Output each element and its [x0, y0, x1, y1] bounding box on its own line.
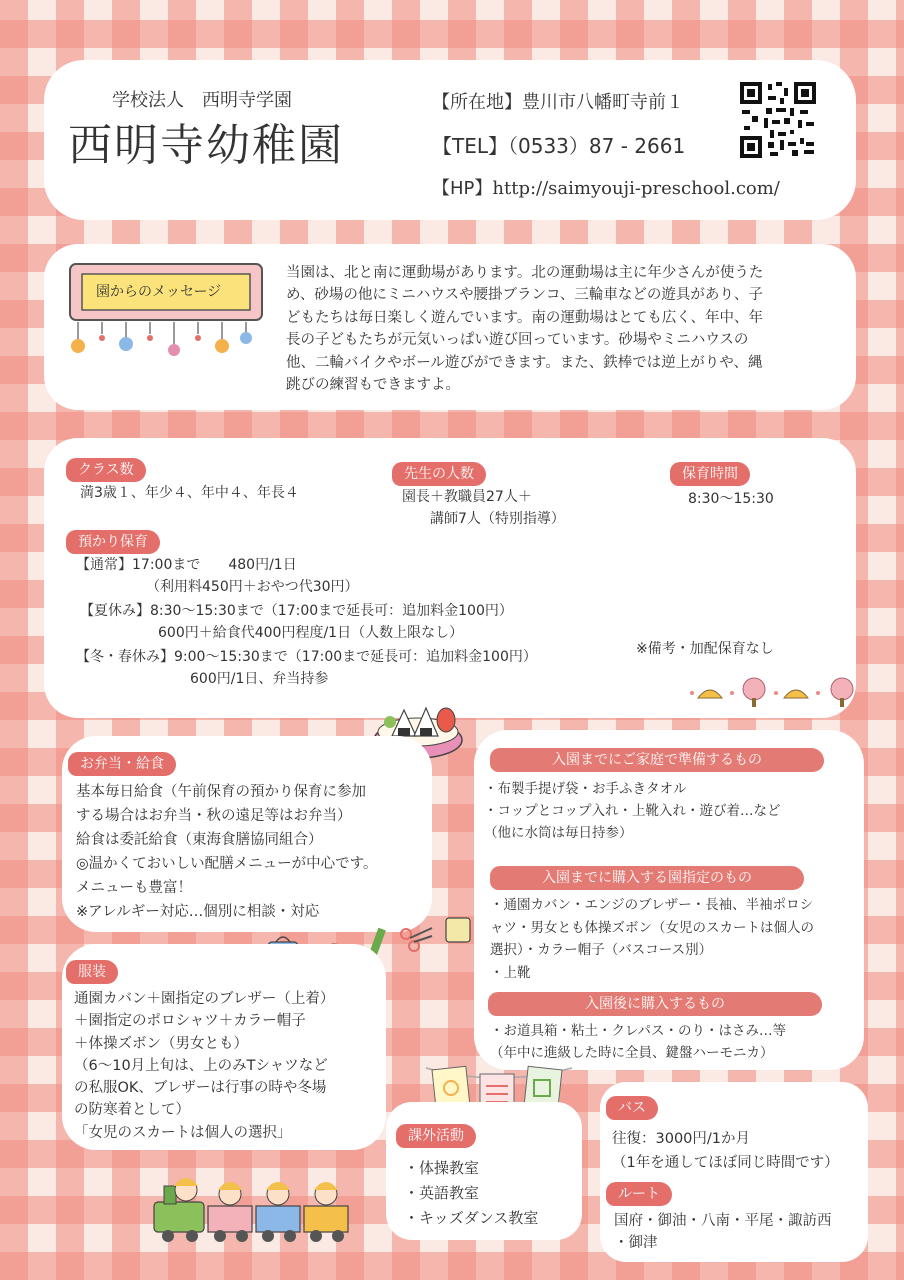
care-line: 600円＋給食代400円程度/1日（人数上限なし） [158, 625, 464, 641]
hats-and-trees-icon [688, 676, 868, 710]
lunch-line: 給食は委託給食（東海食膳協同組合） [76, 832, 323, 848]
hours-text: 8:30〜15:30 [688, 491, 774, 507]
lunch-text [76, 780, 378, 924]
message-line: 長の子どもたちが元気いっぱい遊び回っています。砂場やミニハウスの [286, 332, 749, 349]
message-line: どもたちは毎日楽しく遊んでいます。南の運動場はとても広く、年中、年 [286, 309, 764, 326]
care-line: （利用料450円＋おやつ代30円） [146, 579, 359, 595]
after-entry-purchase-tag: 入園後に購入するもの [488, 992, 822, 1016]
message-sign-icon [66, 262, 266, 362]
message-line: 跳びの練習もできますよ。 [286, 377, 460, 394]
message-text [286, 262, 763, 396]
home-prep-line: ・布製手提げ袋・お手ふきタオル [484, 781, 687, 797]
hp-link[interactable]: http://saimyouji-preschool.com/ [492, 178, 780, 199]
bus-tag: バス [606, 1096, 658, 1120]
designated-line: ャツ・男女とも体操ズボン（女児のスカートは個人の [490, 919, 814, 936]
address-label: 【所在地】 [432, 92, 522, 113]
message-line: 他、二輪バイクやボール遊びができます。また、鉄棒では逆上がりや、縄 [286, 354, 763, 371]
uniform-line: ＋体操ズボン（男女とも） [74, 1035, 248, 1052]
activities-list [404, 1156, 538, 1231]
lunch-line: メニューも豊富！ [76, 880, 192, 896]
route-line: ・御津 [614, 1235, 658, 1251]
class-count-tag: クラス数 [66, 458, 146, 482]
uniform-line: の私服OK、ブレザーは行事の時や冬場 [74, 1080, 327, 1097]
teacher-count-tag: 先生の人数 [392, 462, 486, 486]
designated-line: ・通園カバン・エンジのブレザー・長袖、半袖ポロシ [490, 897, 814, 913]
address-value: 豊川市八幡町寺前１ [522, 92, 684, 113]
uniform-line: 「女児のスカートは個人の選択」 [74, 1124, 292, 1141]
designated-line: 選択）・カラー帽子（バスコース別） [490, 942, 713, 958]
activity-item: ・英語教室 [404, 1184, 480, 1202]
uniform-line: （6〜10月上旬は、上のみTシャツなど [74, 1057, 328, 1074]
activity-item: ・体操教室 [404, 1159, 480, 1177]
message-sign-label: 園からのメッセージ [96, 284, 222, 300]
org-name: 学校法人 西明寺学園 [112, 90, 292, 111]
uniform-tag: 服装 [66, 960, 118, 984]
school-name: 西明寺幼稚園 [68, 120, 344, 171]
hp-label: 【HP】 [432, 178, 493, 199]
hours-tag: 保育時間 [670, 462, 750, 486]
lunch-line: 基本毎日給食（午前保育の預かり保育に参加 [76, 784, 366, 800]
designated-line: ・上靴 [490, 964, 531, 981]
address [432, 94, 684, 112]
care-note: ※備考・加配保育なし [636, 641, 774, 657]
message-line: 当園は、北と南に運動場があります。北の運動場は主に年少さんが使うた [286, 265, 764, 281]
uniform-text [74, 988, 334, 1144]
class-count-text: 満3歳１、年少４、年中４、年長４ [80, 485, 299, 501]
care-line: 【冬・春休み】9:00〜15:30まで（17:00まで延長可：追加料金100円） [76, 649, 537, 665]
teacher-line: 講師7人（特別指導） [430, 511, 565, 527]
lunch-tag: お弁当・給食 [68, 752, 176, 776]
lunch-line: する場合はお弁当・秋の遠足等はお弁当） [76, 808, 352, 824]
extended-care-tag: 預かり保育 [66, 530, 160, 554]
uniform-line: の防寒着として） [74, 1102, 190, 1119]
tel-label: 【TEL】 [432, 134, 508, 158]
uniform-line: 通園カバン＋園指定のブレザー（上着） [74, 991, 335, 1007]
care-line: 600円/1日、弁当持参 [190, 671, 329, 687]
lunch-line: ◎温かくておいしい配膳メニューが中心です。 [76, 856, 378, 872]
route-tag: ルート [606, 1182, 672, 1206]
teacher-line: 園長＋教職員27人＋ [402, 489, 532, 505]
activity-item: ・キッズダンス教室 [404, 1209, 539, 1227]
care-line: 【夏休み】8:30〜15:30まで（17:00まで延長可：追加料金100円） [80, 603, 513, 619]
message-line: め、砂場の他にミニハウスや腰掛ブランコ、三輪車などの遊具があり、子 [286, 287, 763, 304]
home-prep-tag: 入園までにご家庭で準備するもの [490, 748, 824, 772]
homepage [432, 180, 780, 198]
lunch-line: ※アレルギー対応…個別に相談・対応 [76, 904, 320, 920]
tel [432, 136, 685, 156]
designated-purchase-tag: 入園までに購入する園指定のもの [490, 866, 804, 890]
activities-tag: 課外活動 [396, 1124, 476, 1148]
tel-value: （0533）87 - 2661 [508, 134, 686, 158]
designated-purchase-text [490, 894, 814, 984]
after-entry-line: （年中に進級した時に全員、鍵盤ハーモニカ） [490, 1045, 774, 1061]
route-line: 国府・御油・八南・平尾・諏訪西 [614, 1213, 832, 1229]
bus-line: 往復：3000円/1か月 [612, 1131, 751, 1147]
kids-train-icon [150, 1156, 360, 1246]
home-prep-line: ・コップとコップ入れ・上靴入れ・遊び着…など [484, 803, 781, 819]
care-line: 【通常】17:00まで 480円/1日 [76, 557, 297, 573]
home-prep-line: （他に水筒は毎日持参） [484, 825, 633, 841]
qr-code-icon [740, 82, 816, 158]
home-prep-text [484, 778, 780, 844]
bus-line: （1年を通してほぼ同じ時間です） [612, 1155, 839, 1171]
after-entry-line: ・お道具箱・粘土・クレパス・のり・はさみ…等 [490, 1023, 787, 1039]
uniform-line: ＋園指定のポロシャツ＋カラー帽子 [74, 1013, 306, 1030]
